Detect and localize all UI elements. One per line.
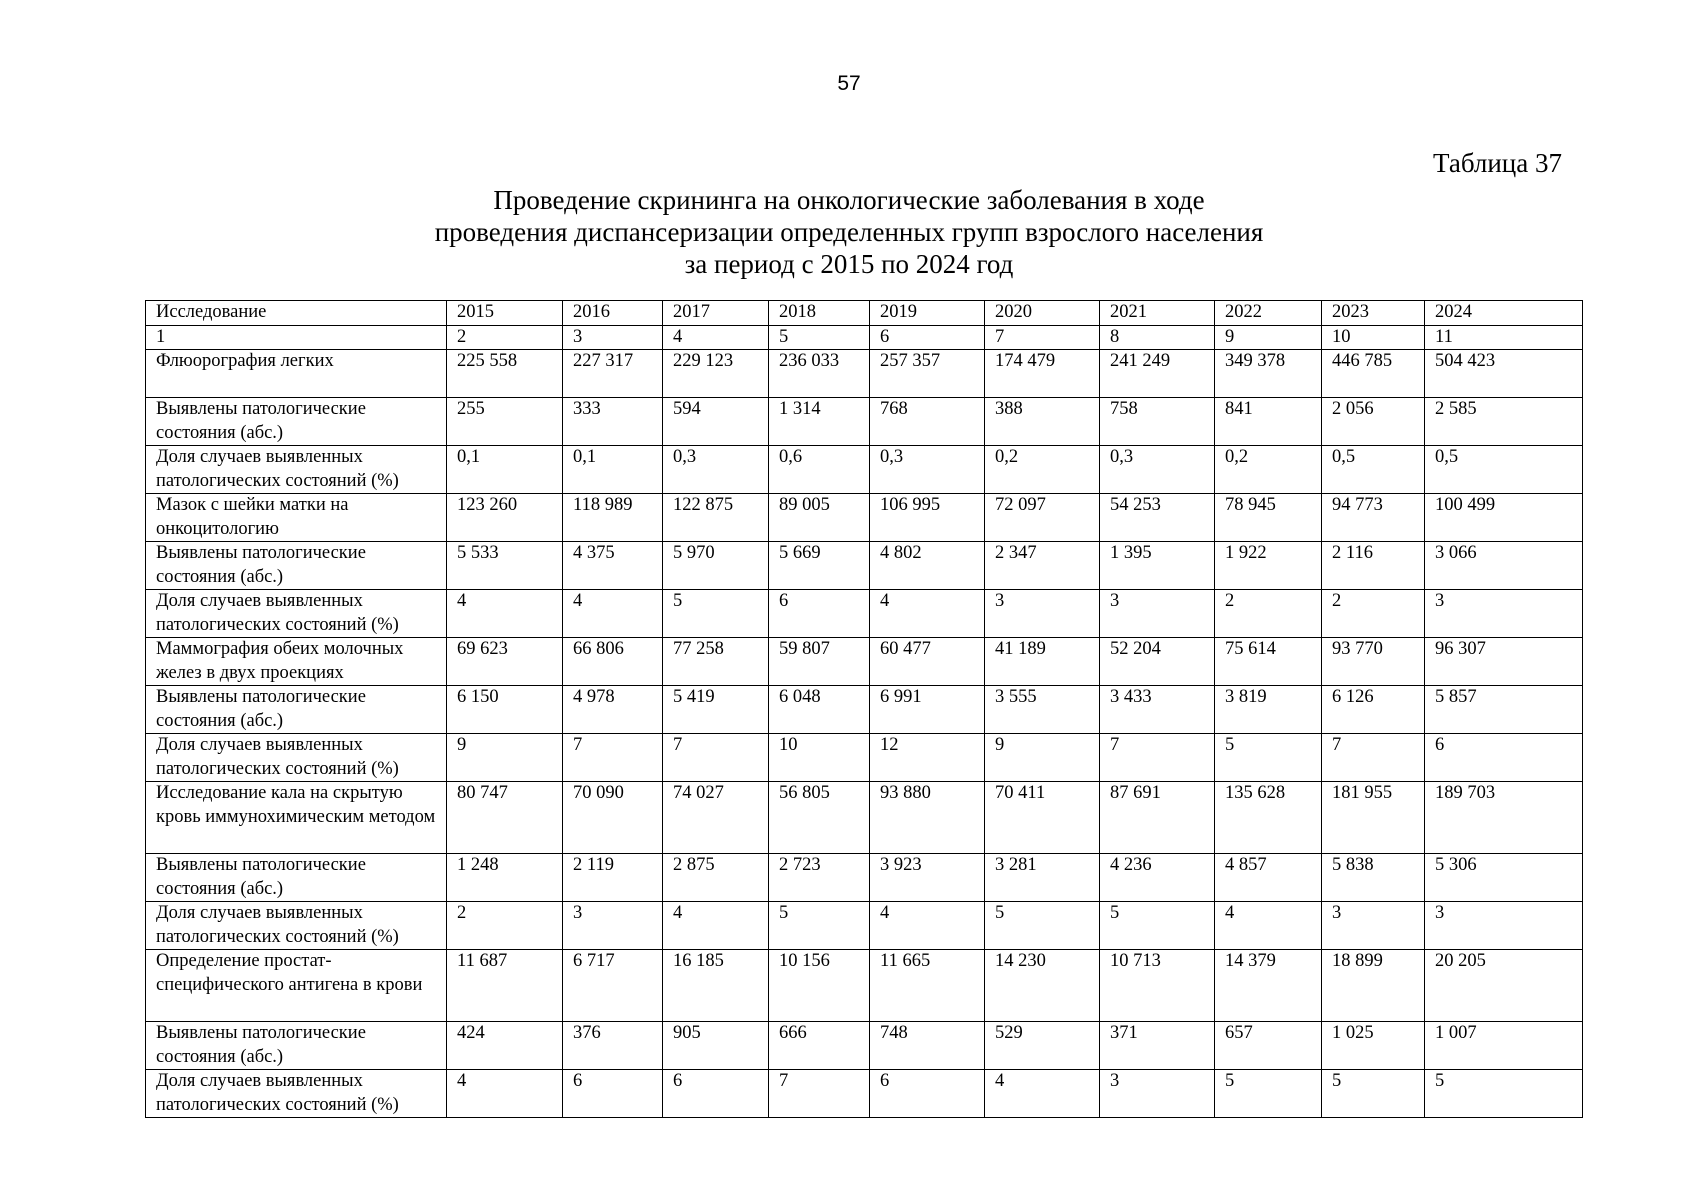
value-cell: 59 807 [769, 638, 870, 686]
value-cell: 69 623 [447, 638, 563, 686]
row-label-cell: Маммография обеих молочных желез в двух проекциях [146, 638, 447, 686]
value-cell: 666 [769, 1022, 870, 1070]
value-cell: 3 [1100, 590, 1215, 638]
value-cell: 5 [769, 325, 870, 350]
value-cell: 2017 [663, 301, 769, 326]
value-cell: 3 [1322, 902, 1425, 950]
value-cell: 4 375 [563, 542, 663, 590]
table-label: Таблица 37 [1433, 148, 1562, 178]
value-cell: 257 357 [870, 350, 985, 398]
row-label-cell: Доля случаев выявленных патологических состояний (%) [146, 590, 447, 638]
value-cell: 6 [769, 590, 870, 638]
value-cell: 5 419 [663, 686, 769, 734]
value-cell: 135 628 [1215, 782, 1322, 854]
value-cell: 3 [1425, 590, 1583, 638]
value-cell: 0,3 [663, 446, 769, 494]
title-line: за период с 2015 по 2024 год [684, 249, 1014, 279]
value-cell: 1 007 [1425, 1022, 1583, 1070]
value-cell: 4 [870, 902, 985, 950]
value-cell: 80 747 [447, 782, 563, 854]
value-cell: 5 [1322, 1070, 1425, 1118]
title-line: проведения диспансеризации определенных групп взрослого населения [434, 217, 1264, 247]
value-cell: 56 805 [769, 782, 870, 854]
value-cell: 5 306 [1425, 854, 1583, 902]
value-cell: 255 [447, 398, 563, 446]
value-cell: 2 585 [1425, 398, 1583, 446]
value-cell: 0,3 [1100, 446, 1215, 494]
value-cell: 20 205 [1425, 950, 1583, 1022]
value-cell: 3 433 [1100, 686, 1215, 734]
value-cell: 11 687 [447, 950, 563, 1022]
value-cell: 0,6 [769, 446, 870, 494]
value-cell: 3 066 [1425, 542, 1583, 590]
page-number: 57 [837, 72, 861, 95]
value-cell: 122 875 [663, 494, 769, 542]
value-cell: 657 [1215, 1022, 1322, 1070]
header-row [146, 301, 1583, 326]
row-label-cell: Исследование кала на скрытую кровь иммунохимическим методом [146, 782, 447, 854]
value-cell: 6 [870, 325, 985, 350]
title-line: Проведение скрининга на онкологические заболевания в ходе [493, 185, 1205, 215]
value-cell: 748 [870, 1022, 985, 1070]
value-cell: 93 880 [870, 782, 985, 854]
value-cell: 6 [1425, 734, 1583, 782]
value-cell: 2 [447, 902, 563, 950]
value-cell: 2018 [769, 301, 870, 326]
value-cell: 16 185 [663, 950, 769, 1022]
value-cell: 4 [447, 1070, 563, 1118]
value-cell: 4 [663, 325, 769, 350]
value-cell: 0,5 [1425, 446, 1583, 494]
value-cell: 236 033 [769, 350, 870, 398]
numbering-row [146, 325, 1583, 350]
value-cell: 3 [985, 590, 1100, 638]
value-cell: 2 [1215, 590, 1322, 638]
value-cell: 446 785 [1322, 350, 1425, 398]
value-cell: 8 [1100, 325, 1215, 350]
value-cell: 7 [1322, 734, 1425, 782]
value-cell: 2020 [985, 301, 1100, 326]
value-cell: 87 691 [1100, 782, 1215, 854]
value-cell: 3 [563, 325, 663, 350]
value-cell: 3 [563, 902, 663, 950]
value-cell: 2016 [563, 301, 663, 326]
value-cell: 5 [663, 590, 769, 638]
value-cell: 0,5 [1322, 446, 1425, 494]
table-row [146, 542, 1583, 590]
value-cell: 229 123 [663, 350, 769, 398]
value-cell: 123 260 [447, 494, 563, 542]
value-cell: 10 [769, 734, 870, 782]
value-cell: 4 [663, 902, 769, 950]
value-cell: 4 [563, 590, 663, 638]
value-cell: 70 090 [563, 782, 663, 854]
value-cell: 4 857 [1215, 854, 1322, 902]
value-cell: 0,1 [447, 446, 563, 494]
value-cell: 2 116 [1322, 542, 1425, 590]
value-cell: 1 314 [769, 398, 870, 446]
value-cell: 6 126 [1322, 686, 1425, 734]
table-row [146, 494, 1583, 542]
value-cell: 6 048 [769, 686, 870, 734]
row-label-cell: Доля случаев выявленных патологических состояний (%) [146, 734, 447, 782]
value-cell: 5 838 [1322, 854, 1425, 902]
value-cell: 96 307 [1425, 638, 1583, 686]
value-cell: 7 [1100, 734, 1215, 782]
table-row [146, 1022, 1583, 1070]
value-cell: 189 703 [1425, 782, 1583, 854]
row-label-cell: Доля случаев выявленных патологических состояний (%) [146, 446, 447, 494]
value-cell: 4 236 [1100, 854, 1215, 902]
value-cell: 5 [1425, 1070, 1583, 1118]
screening-table [145, 300, 1583, 1118]
row-label-cell: Исследование [146, 301, 447, 326]
value-cell: 6 717 [563, 950, 663, 1022]
value-cell: 5 857 [1425, 686, 1583, 734]
value-cell: 333 [563, 398, 663, 446]
table-row [146, 446, 1583, 494]
value-cell: 2 [447, 325, 563, 350]
row-label-cell: Выявлены патологические состояния (абс.) [146, 398, 447, 446]
value-cell: 11 [1425, 325, 1583, 350]
value-cell: 6 [663, 1070, 769, 1118]
value-cell: 74 027 [663, 782, 769, 854]
table-row [146, 350, 1583, 398]
value-cell: 5 [985, 902, 1100, 950]
value-cell: 768 [870, 398, 985, 446]
table-row [146, 1070, 1583, 1118]
value-cell: 1 025 [1322, 1022, 1425, 1070]
table-row [146, 590, 1583, 638]
value-cell: 75 614 [1215, 638, 1322, 686]
value-cell: 6 991 [870, 686, 985, 734]
table-row [146, 782, 1583, 854]
value-cell: 227 317 [563, 350, 663, 398]
value-cell: 9 [1215, 325, 1322, 350]
value-cell: 7 [769, 1070, 870, 1118]
value-cell: 106 995 [870, 494, 985, 542]
value-cell: 2019 [870, 301, 985, 326]
row-label-cell: Флюорография легких [146, 350, 447, 398]
value-cell: 4 [447, 590, 563, 638]
value-cell: 5 [1215, 734, 1322, 782]
table-row [146, 398, 1583, 446]
value-cell: 2015 [447, 301, 563, 326]
value-cell: 3 [1100, 1070, 1215, 1118]
value-cell: 5 [1100, 902, 1215, 950]
table-title [0, 184, 1698, 280]
table-body [146, 301, 1583, 1118]
value-cell: 3 555 [985, 686, 1100, 734]
row-label-cell: Доля случаев выявленных патологических состояний (%) [146, 1070, 447, 1118]
value-cell: 7 [663, 734, 769, 782]
value-cell: 2 [1322, 590, 1425, 638]
value-cell: 7 [563, 734, 663, 782]
value-cell: 10 713 [1100, 950, 1215, 1022]
value-cell: 89 005 [769, 494, 870, 542]
value-cell: 6 150 [447, 686, 563, 734]
value-cell: 66 806 [563, 638, 663, 686]
value-cell: 758 [1100, 398, 1215, 446]
value-cell: 376 [563, 1022, 663, 1070]
value-cell: 72 097 [985, 494, 1100, 542]
value-cell: 1 922 [1215, 542, 1322, 590]
value-cell: 4 978 [563, 686, 663, 734]
value-cell: 241 249 [1100, 350, 1215, 398]
value-cell: 9 [985, 734, 1100, 782]
value-cell: 181 955 [1322, 782, 1425, 854]
value-cell: 1 395 [1100, 542, 1215, 590]
value-cell: 3 [1425, 902, 1583, 950]
table-row [146, 902, 1583, 950]
value-cell: 11 665 [870, 950, 985, 1022]
value-cell: 52 204 [1100, 638, 1215, 686]
value-cell: 5 533 [447, 542, 563, 590]
value-cell: 93 770 [1322, 638, 1425, 686]
value-cell: 5 669 [769, 542, 870, 590]
value-cell: 0,2 [985, 446, 1100, 494]
row-label-cell: Выявлены патологические состояния (абс.) [146, 854, 447, 902]
value-cell: 3 281 [985, 854, 1100, 902]
value-cell: 841 [1215, 398, 1322, 446]
value-cell: 14 230 [985, 950, 1100, 1022]
table-row [146, 638, 1583, 686]
value-cell: 174 479 [985, 350, 1100, 398]
value-cell: 41 189 [985, 638, 1100, 686]
value-cell: 504 423 [1425, 350, 1583, 398]
value-cell: 0,1 [563, 446, 663, 494]
value-cell: 18 899 [1322, 950, 1425, 1022]
value-cell: 0,2 [1215, 446, 1322, 494]
value-cell: 2 119 [563, 854, 663, 902]
value-cell: 6 [870, 1070, 985, 1118]
value-cell: 0,3 [870, 446, 985, 494]
value-cell: 4 [1215, 902, 1322, 950]
value-cell: 70 411 [985, 782, 1100, 854]
value-cell: 424 [447, 1022, 563, 1070]
value-cell: 94 773 [1322, 494, 1425, 542]
value-cell: 10 156 [769, 950, 870, 1022]
value-cell: 349 378 [1215, 350, 1322, 398]
row-label-cell: Выявлены патологические состояния (абс.) [146, 1022, 447, 1070]
value-cell: 14 379 [1215, 950, 1322, 1022]
row-label-cell: Мазок с шейки матки на онкоцитологию [146, 494, 447, 542]
value-cell: 2024 [1425, 301, 1583, 326]
value-cell: 54 253 [1100, 494, 1215, 542]
value-cell: 9 [447, 734, 563, 782]
value-cell: 4 [985, 1070, 1100, 1118]
value-cell: 905 [663, 1022, 769, 1070]
value-cell: 371 [1100, 1022, 1215, 1070]
value-cell: 4 [870, 590, 985, 638]
value-cell: 2 056 [1322, 398, 1425, 446]
value-cell: 1 248 [447, 854, 563, 902]
table-row [146, 686, 1583, 734]
value-cell: 2 347 [985, 542, 1100, 590]
value-cell: 5 [769, 902, 870, 950]
table-row [146, 950, 1583, 1022]
row-label-cell: Выявлены патологические состояния (абс.) [146, 542, 447, 590]
value-cell: 6 [563, 1070, 663, 1118]
row-label-cell: Выявлены патологические состояния (абс.) [146, 686, 447, 734]
row-label-cell: Определение простат-специфического антигена в крови [146, 950, 447, 1022]
value-cell: 2022 [1215, 301, 1322, 326]
value-cell: 2 875 [663, 854, 769, 902]
value-cell: 3 819 [1215, 686, 1322, 734]
value-cell: 225 558 [447, 350, 563, 398]
value-cell: 4 802 [870, 542, 985, 590]
row-label-cell: 1 [146, 325, 447, 350]
value-cell: 77 258 [663, 638, 769, 686]
value-cell: 2 723 [769, 854, 870, 902]
value-cell: 2023 [1322, 301, 1425, 326]
value-cell: 7 [985, 325, 1100, 350]
value-cell: 10 [1322, 325, 1425, 350]
value-cell: 118 989 [563, 494, 663, 542]
value-cell: 78 945 [1215, 494, 1322, 542]
row-label-cell: Доля случаев выявленных патологических состояний (%) [146, 902, 447, 950]
value-cell: 5 970 [663, 542, 769, 590]
value-cell: 529 [985, 1022, 1100, 1070]
value-cell: 2021 [1100, 301, 1215, 326]
value-cell: 3 923 [870, 854, 985, 902]
value-cell: 594 [663, 398, 769, 446]
table-row [146, 734, 1583, 782]
value-cell: 388 [985, 398, 1100, 446]
table-row [146, 854, 1583, 902]
value-cell: 12 [870, 734, 985, 782]
value-cell: 100 499 [1425, 494, 1583, 542]
value-cell: 5 [1215, 1070, 1322, 1118]
value-cell: 60 477 [870, 638, 985, 686]
